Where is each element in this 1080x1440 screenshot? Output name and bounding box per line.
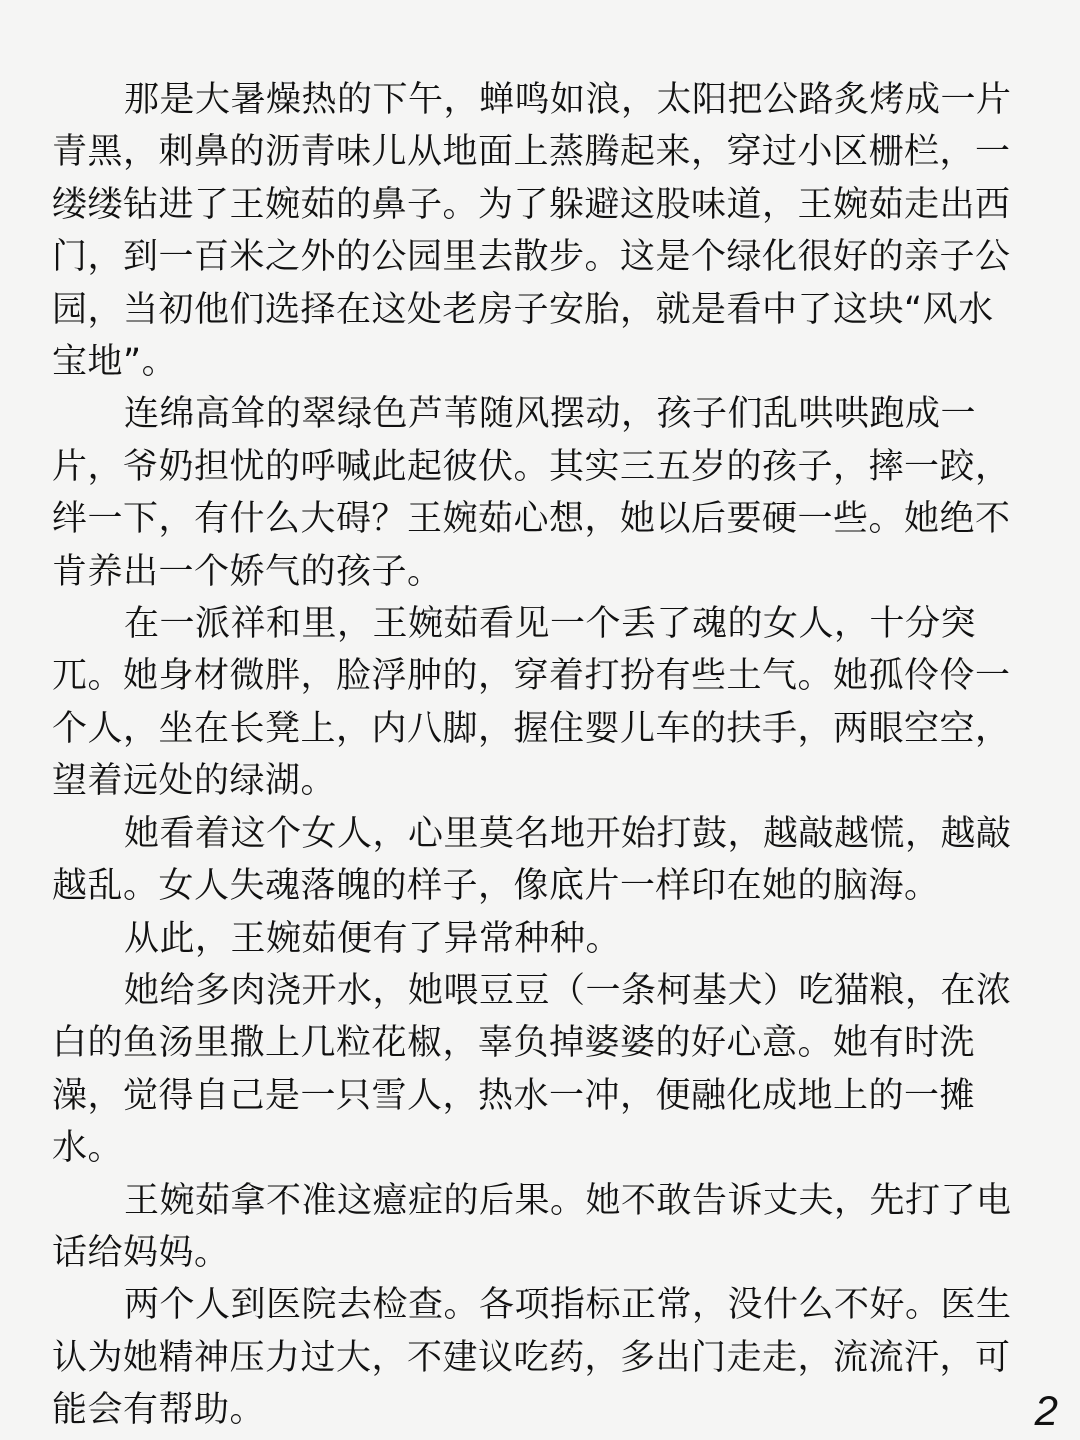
page-number: 2 bbox=[1034, 1387, 1058, 1434]
paragraph: 连绵高耸的翠绿色芦苇随风摆动，孩子们乱哄哄跑成一片，爷奶担忧的呼喊此起彼伏。其实三五岁的孩子，摔一跤，绊一下，有什么大碍？王婉茹心想，她以后要硬一些。她绝不肯养出一个娇气的孩子。 bbox=[52, 394, 1011, 592]
paragraph: 在一派祥和里，王婉茹看见一个丢了魂的女人，十分突兀。她身材微胖，脸浮肿的，穿着打扮有些土气。她孤伶伶一个人，坐在长凳上，内八脚，握住婴儿车的扶手，两眼空空，望着远处的绿湖。 bbox=[52, 604, 1011, 802]
article-body bbox=[52, 74, 1028, 1437]
paragraph: 王婉茹拿不准这癔症的后果。她不敢告诉丈夫，先打了电话给妈妈。 bbox=[52, 1180, 1012, 1273]
paragraph: 从此，王婉茹便有了异常种种。 bbox=[124, 918, 622, 959]
paragraph: 那是大暑燥热的下午，蝉鸣如浪，太阳把公路炙烤成一片青黑，刺鼻的沥青味儿从地面上蒸腾起来，穿过小区栅栏，一缕缕钻进了王婉茹的鼻子。为了躲避这股味道，王婉茹走出西门，到一百米之外的公园里去散步。这是个绿化很好的亲子公园，当初他们选择在这处老房子安胎，就是看中了这块“风水宝地”。 bbox=[52, 80, 1012, 383]
paragraph: 她给多肉浇开水，她喂豆豆（一条柯基犬）吃猫粮，在浓白的鱼汤里撒上几粒花椒，辜负掉婆婆的好心意。她有时洗澡，觉得自己是一只雪人，热水一冲，便融化成地上的一摊水。 bbox=[52, 970, 1012, 1169]
paragraph: 两个人到医院去检查。各项指标正常，没什么不好。医生认为她精神压力过大，不建议吃药，多出门走走，流流汗，可能会有帮助。 bbox=[52, 1285, 1012, 1431]
paragraph: 她看着这个女人，心里莫名地开始打鼓，越敲越慌，越敲越乱。女人失魂落魄的样子，像底片一样印在她的脑海。 bbox=[52, 813, 1012, 907]
